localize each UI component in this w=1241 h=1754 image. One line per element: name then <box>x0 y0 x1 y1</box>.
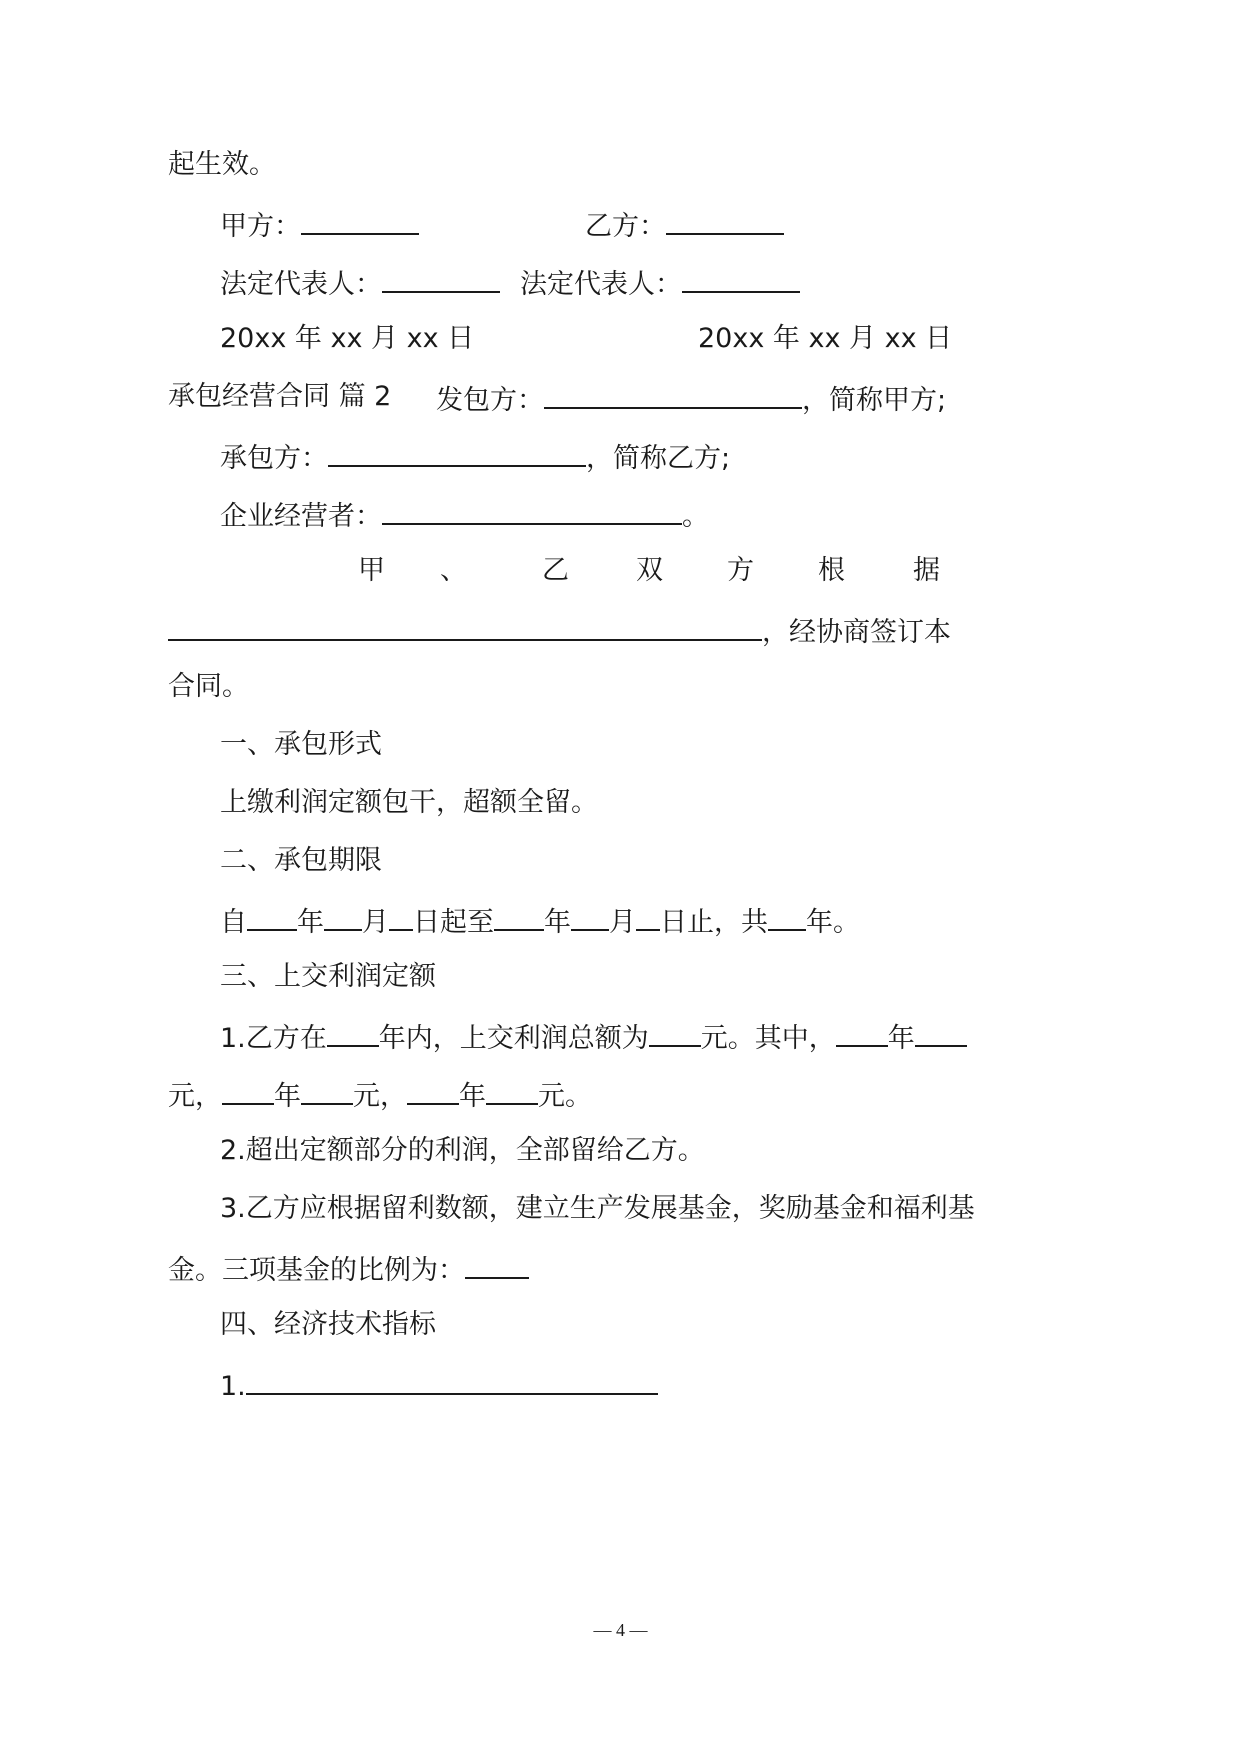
fund-ratio-line <box>168 1249 529 1289</box>
profit-text: 元。其中， <box>700 1023 836 1054</box>
contract-end: 合同。 <box>168 671 249 702</box>
year-blank[interactable] <box>836 1017 888 1047</box>
section-heading: 四、经济技术指标 <box>220 1309 436 1340</box>
basis-char: 据 <box>913 555 940 586</box>
term-text: 月 <box>609 907 636 938</box>
profit-text: 元， <box>168 1081 222 1112</box>
section-heading: 二、承包期限 <box>220 845 382 876</box>
operator-line <box>220 495 709 535</box>
total-profit-blank[interactable] <box>649 1017 701 1047</box>
basis-char: 乙 <box>542 555 569 586</box>
term-text: 日起至 <box>413 907 494 938</box>
end-month-blank[interactable] <box>571 901 609 931</box>
basis-suffix: ，经协商签订本 <box>762 617 951 648</box>
party-a-blank[interactable] <box>301 205 419 235</box>
legal-rep-b-line <box>520 263 800 303</box>
fund-ratio-blank[interactable] <box>465 1249 529 1279</box>
basis-char: 双 <box>636 555 663 586</box>
indicator-line <box>220 1365 658 1405</box>
profit-line-1 <box>220 1017 967 1057</box>
contractor-line <box>220 437 730 477</box>
party-a-label: 甲方： <box>220 211 301 242</box>
section-heading: 一、承包形式 <box>220 729 382 760</box>
issuer-blank[interactable] <box>544 379 802 409</box>
profit-text: 元。 <box>538 1081 592 1112</box>
paragraph-text: 起生效。 <box>168 149 276 180</box>
term-text: 月 <box>362 907 389 938</box>
profit-text: 年 <box>887 1023 915 1054</box>
term-line <box>220 901 860 941</box>
operator-suffix: 。 <box>682 501 709 532</box>
term-text: 日止，共 <box>660 907 768 938</box>
years-blank[interactable] <box>327 1017 379 1047</box>
basis-char: 、 <box>440 555 467 586</box>
amount-blank[interactable] <box>301 1075 353 1105</box>
contractor-label: 承包方： <box>220 443 328 474</box>
date-a: 20xx 年 xx 月 xx 日 <box>220 323 475 354</box>
contractor-suffix: ，简称乙方; <box>586 443 731 474</box>
operator-label: 企业经营者： <box>220 501 382 532</box>
basis-char: 甲 <box>358 555 385 586</box>
start-year-blank[interactable] <box>247 901 297 931</box>
party-b-blank[interactable] <box>666 205 784 235</box>
basis-line <box>168 611 951 651</box>
basis-char: 根 <box>818 555 845 586</box>
legal-rep-a-label: 法定代表人： <box>220 269 382 300</box>
term-text: 年 <box>544 907 571 938</box>
paragraph-text: 上缴利润定额包干，超额全留。 <box>220 787 598 818</box>
total-years-blank[interactable] <box>768 901 806 931</box>
profit-text: 元， <box>353 1081 407 1112</box>
indicator-blank[interactable] <box>246 1365 658 1395</box>
paragraph-text: 2.超出定额部分的利润，全部留给乙方。 <box>220 1135 705 1166</box>
year-blank[interactable] <box>222 1075 274 1105</box>
legal-rep-b-blank[interactable] <box>682 263 800 293</box>
end-year-blank[interactable] <box>494 901 544 931</box>
profit-line-2 <box>168 1075 592 1115</box>
operator-blank[interactable] <box>382 495 682 525</box>
indicator-number: 1. <box>220 1371 246 1402</box>
issuer-label: 发包方： <box>436 385 544 416</box>
profit-text: 年 <box>274 1081 301 1112</box>
section-heading: 三、上交利润定额 <box>220 961 436 992</box>
party-a-line <box>220 205 419 245</box>
page-number: — 4 — <box>593 1620 648 1640</box>
legal-rep-a-line <box>220 263 500 303</box>
amount-blank[interactable] <box>915 1017 967 1047</box>
term-text: 年。 <box>806 907 860 938</box>
issuer-suffix: ，简称甲方; <box>802 385 947 416</box>
legal-rep-a-blank[interactable] <box>382 263 500 293</box>
issuer-line <box>436 379 946 419</box>
contract-title: 承包经营合同 篇 2 <box>168 381 392 412</box>
contractor-blank[interactable] <box>328 437 586 467</box>
profit-text: 1.乙方在 <box>220 1023 327 1054</box>
end-day-blank[interactable] <box>636 901 660 931</box>
start-day-blank[interactable] <box>389 901 413 931</box>
basis-blank[interactable] <box>168 611 762 641</box>
year-blank[interactable] <box>407 1075 459 1105</box>
paragraph-text: 3.乙方应根据留利数额，建立生产发展基金，奖励基金和福利基 <box>220 1193 975 1224</box>
party-b-line <box>585 205 784 245</box>
amount-blank[interactable] <box>486 1075 538 1105</box>
term-text: 自 <box>220 907 247 938</box>
basis-char: 方 <box>727 555 754 586</box>
text-line <box>168 147 276 183</box>
paragraph-text: 金。三项基金的比例为： <box>168 1255 465 1286</box>
legal-rep-b-label: 法定代表人： <box>520 269 682 300</box>
profit-text: 年 <box>459 1081 486 1112</box>
party-b-label: 乙方： <box>585 211 666 242</box>
profit-text: 年内，上交利润总额为 <box>378 1023 649 1054</box>
date-b: 20xx 年 xx 月 xx 日 <box>698 323 953 354</box>
term-text: 年 <box>297 907 324 938</box>
start-month-blank[interactable] <box>324 901 362 931</box>
